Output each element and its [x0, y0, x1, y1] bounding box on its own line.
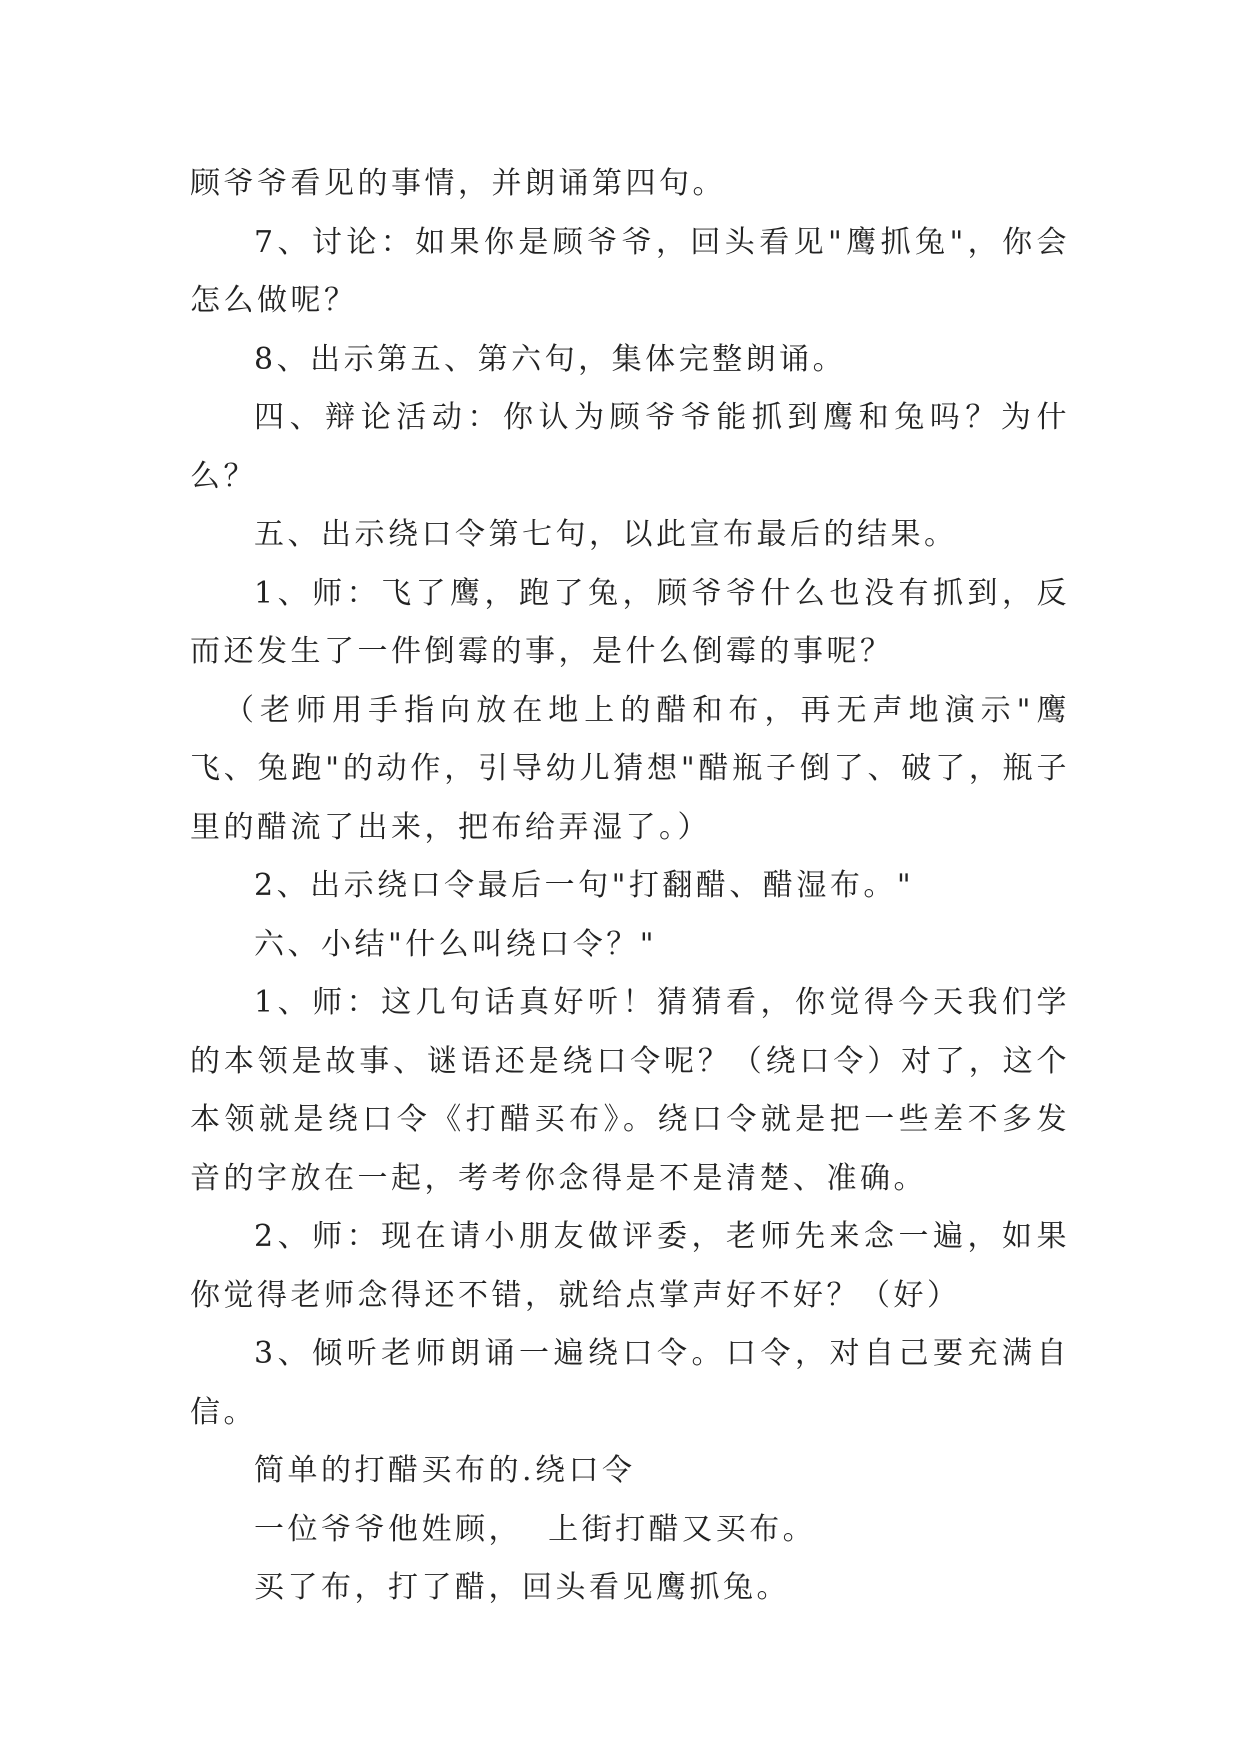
paragraph: 1、师：这几句话真好听！猜猜看，你觉得今天我们学的本领是故事、谜语还是绕口令呢？（绕口令）对了，这个本领就是绕口令《打醋买布》。绕口令就是把一些差不多发音的字放在一起，考考你念得是不是清楚、准确。: [190, 985, 1070, 1196]
paragraph: 3、倾听老师朗诵一遍绕口令。口令，对自己要充满自信。: [190, 1336, 1070, 1430]
poem-line: 一位爷爷他姓顾， 上街打醋又买布。: [254, 1511, 817, 1547]
poem-title: 简单的打醋买布的.绕口令: [254, 1453, 636, 1488]
paragraph: 7、讨论：如果你是顾爷爷，回头看见"鹰抓兔"，你会怎么做呢？: [190, 224, 1070, 318]
paragraph: 2、出示绕口令最后一句"打翻醋、醋湿布。": [254, 868, 915, 903]
paragraph: 六、小结"什么叫绕口令？": [254, 926, 658, 962]
paragraph: 四、辩论活动：你认为顾爷爷能抓到鹰和兔吗？为什么？: [190, 400, 1070, 494]
paragraph: 2、师：现在请小朋友做评委，老师先来念一遍，如果你觉得老师念得还不错，就给点掌声好不好？（好）: [190, 1219, 1070, 1313]
paragraph: （老师用手指向放在地上的醋和布，再无声地演示"鹰飞、兔跑"的动作，引导幼儿猜想"醋瓶子倒了、破了，瓶子里的醋流了出来，把布给弄湿了。）: [190, 692, 1070, 845]
paragraph: 1、师：飞了鹰，跑了兔，顾爷爷什么也没有抓到，反而还发生了一件倒霉的事，是什么倒霉的事呢？: [190, 575, 1070, 669]
document-body: [190, 155, 1070, 1618]
paragraph: 8、出示第五、第六句，集体完整朗诵。: [254, 341, 847, 377]
paragraph: 顾爷爷看见的事情，并朗诵第四句。: [190, 166, 726, 201]
poem-line: 买了布，打了醋，回头看见鹰抓兔。: [254, 1570, 790, 1605]
paragraph: 五、出示绕口令第七句，以此宣布最后的结果。: [254, 517, 958, 552]
